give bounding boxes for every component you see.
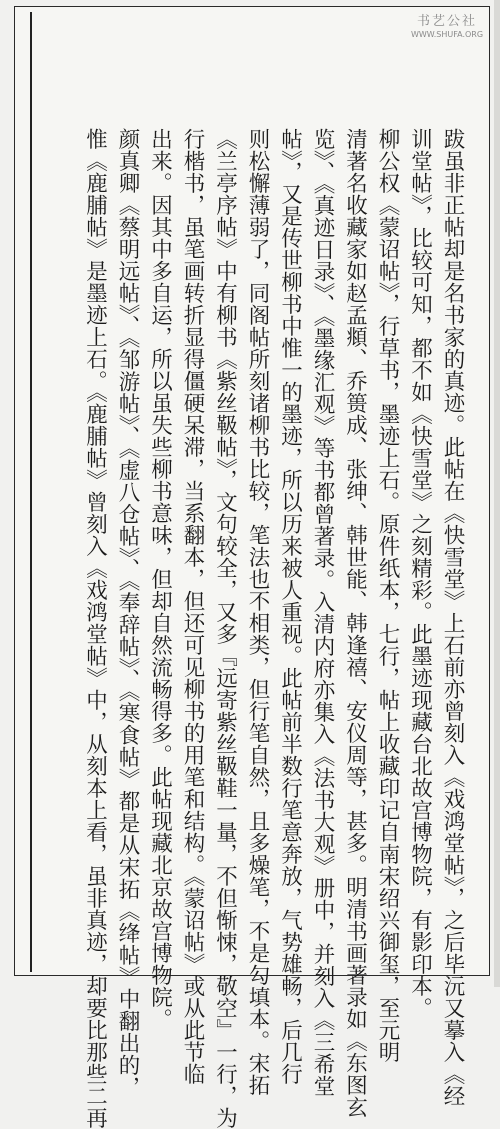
text-column: 颜真卿《蔡明远帖》、《邹游帖》、《虚八仓帖》、《奉辞帖》、《寒食帖》都是从宋拓《绛帖》中翻出的， bbox=[115, 128, 140, 1098]
text-column: 跋虽非正帖却是名书家的真迹。此帖在《快雪堂》上石前亦曾刻入《戏鸿堂帖》，之后毕沅又摹入《经 bbox=[440, 128, 465, 1108]
watermark-title: 书艺公社 bbox=[416, 14, 477, 29]
page-edge-shadow bbox=[494, 0, 500, 987]
text-column: 清著名收藏家如赵孟頫、乔篑成、张绅、韩世能、韩逢禧、安仪周等，甚多。明清书画著录如《东图玄 bbox=[342, 128, 368, 1118]
text-column: 柳公权《蒙诏帖》，行草书，墨迹上石。原件纸本，七行，帖上收藏印记自南宋绍兴御玺，至元明 bbox=[375, 128, 400, 1064]
text-column: 帖》，又是传世柳书中惟一的墨迹，所以历来被人重视。此帖前半数行笔意奔放，气势雄畅，后几行 bbox=[277, 128, 303, 1086]
text-column: 览》、《真迹日录》、《墨缘汇观》等书都曾著录。入清内府亦集入《法书大观》册中，并刻入《三希堂 bbox=[310, 128, 335, 1097]
text-column: 行楷书，虽笔画转折显得僵硬呆滞，当系翻本，但还可见柳书的用笔和结构。《蒙诏帖》或从此节临 bbox=[180, 128, 205, 1086]
text-column: 《兰亭序帖》中有柳书《紫丝靸帖》，文句较全，又多『远寄紫丝靸鞋一量，不但惭悚，敬空』一行，为 bbox=[212, 128, 238, 1129]
text-column: 惟《鹿脯帖》是墨迹上石。《鹿脯帖》曾刻入《戏鸿堂帖》中，从刻本上看，虽非真迹，却要比那些二再 bbox=[82, 128, 108, 1129]
watermark-url: WWW.SHUFA.ORG bbox=[410, 30, 484, 39]
left-margin-rule bbox=[30, 12, 32, 972]
text-column: 训堂帖》，比较可知，都不如《快雪堂》之刻精彩。此墨迹现藏台北故宫博物院，有影印本。 bbox=[407, 128, 433, 1020]
watermark bbox=[404, 10, 490, 46]
text-column: 出来。因其中多自运，所以虽失些柳书意味，但却自然流畅得多。此帖现藏北京故宫博物院。 bbox=[147, 128, 173, 1030]
text-column: 则松懈薄弱了，同阁帖所刻诸柳书比较，笔法也不相类，但行笔自然，且多燥笔，不是勾填本。宋拓 bbox=[245, 128, 270, 1096]
vertical-text-body bbox=[36, 128, 468, 1129]
